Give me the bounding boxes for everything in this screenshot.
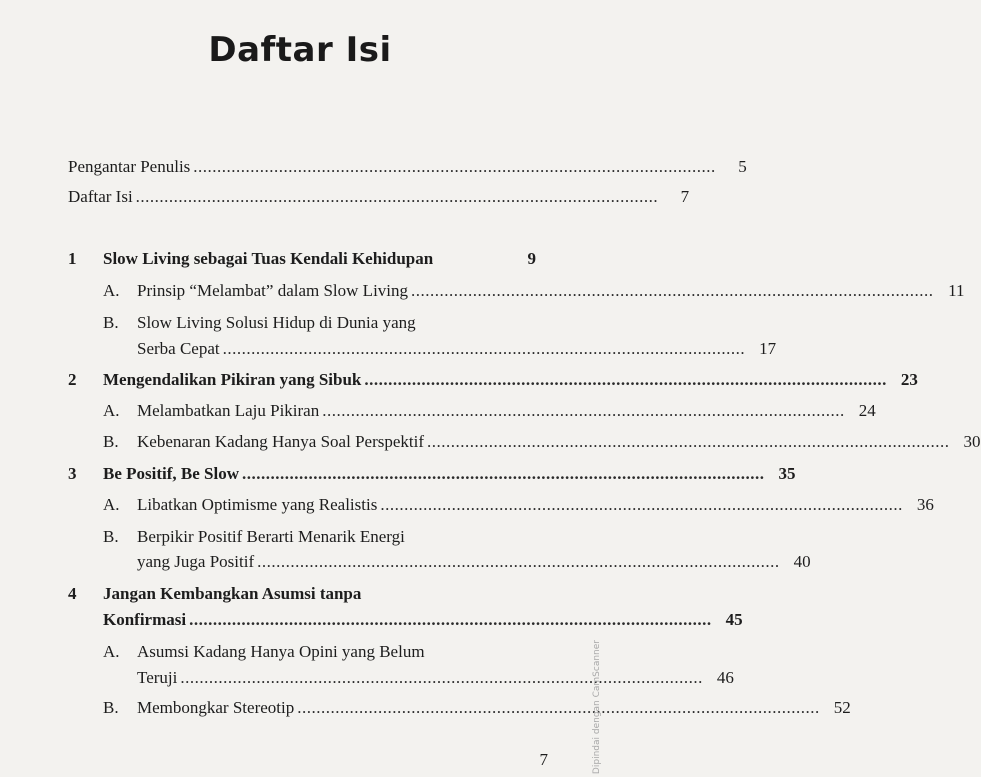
chapter-title-line: Jangan Kembangkan Asumsi tanpa (103, 584, 362, 603)
section-letter: A. (103, 495, 120, 514)
chapter-number: 1 (68, 249, 77, 268)
section-title-line: Slow Living Solusi Hidup di Dunia yang (137, 313, 416, 332)
section-letter: A. (103, 281, 120, 300)
toc-entry-front: Pengantar Penulis .............................................................................................................. 5 (68, 157, 747, 176)
chapter-entry: Be Positif, Be Slow .............................................................................................................. 35 (103, 464, 796, 483)
section-letter: B. (103, 432, 119, 451)
section-letter: A. (103, 401, 120, 420)
chapter-entry: Mengendalikan Pikiran yang Sibuk .............................................................................................................. 23 (103, 370, 918, 389)
section-title-line: Berpikir Positif Berarti Menarik Energi (137, 527, 405, 546)
section-letter: A. (103, 642, 120, 661)
section-entry: Kebenaran Kadang Hanya Soal Perspektif .............................................................................................................. 30 (137, 432, 981, 451)
page-title: Daftar Isi (208, 30, 392, 70)
section-entry: yang Juga Positif .............................................................................................................. 40 (137, 552, 811, 571)
chapter-number: 4 (68, 584, 77, 603)
chapter-entry: Konfirmasi .............................................................................................................. 45 (103, 610, 743, 629)
section-entry: Melambatkan Laju Pikiran .............................................................................................................. 24 (137, 401, 876, 420)
toc-entry-front: Daftar Isi .............................................................................................................. 7 (68, 187, 690, 206)
chapter-number: 3 (68, 464, 77, 483)
section-letter: B. (103, 313, 119, 332)
section-title-line: Asumsi Kadang Hanya Opini yang Belum (137, 642, 425, 661)
page-number: 7 (539, 750, 548, 769)
section-entry: Libatkan Optimisme yang Realistis .............................................................................................................. 36 (137, 495, 934, 514)
section-entry: Prinsip “Melambat” dalam Slow Living .............................................................................................................. 11 (137, 281, 965, 300)
scanner-watermark: Dipindai dengan CamScanner (592, 640, 602, 775)
section-entry: Membongkar Stereotip .............................................................................................................. 52 (137, 698, 851, 717)
section-entry: Teruji .............................................................................................................. 46 (137, 668, 734, 687)
section-entry: Serba Cepat .............................................................................................................. 17 (137, 339, 777, 358)
section-letter: B. (103, 698, 119, 717)
chapter-number: 2 (68, 370, 77, 389)
section-letter: B. (103, 527, 119, 546)
chapter-entry: Slow Living sebagai Tuas Kendali Kehidupan 9 (103, 249, 536, 268)
